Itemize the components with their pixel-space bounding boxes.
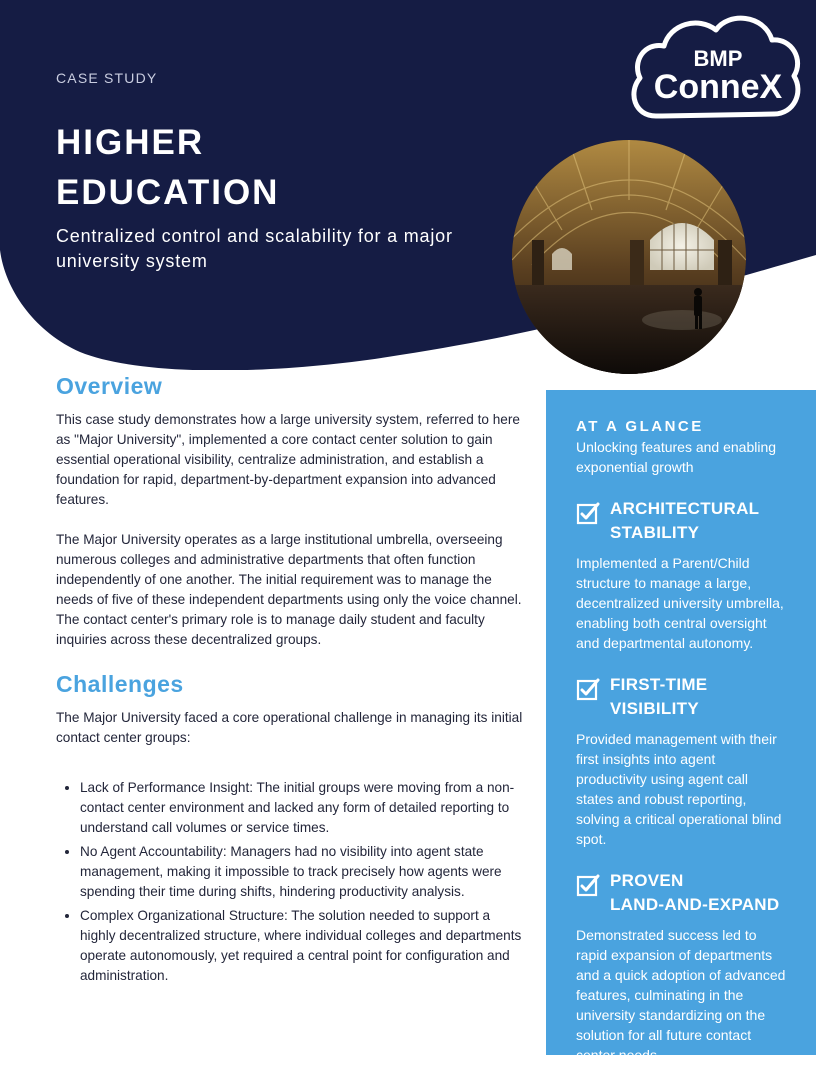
overview-paragraph-2: The Major University operates as a large institutional umbrella, overseeing numerous colleges and administrative departments that often function independently of one another. The initial requirement was to manage the needs of five of these independent departments using only the voice channel. The contact center's primary role is to manage daily student and faculty inquiries across these decentralized groups. [56,532,522,647]
feature-title: ARCHITECTURAL STABILITY [610,499,760,542]
challenges-intro: The Major University faced a core operational challenge in managing its initial contact center groups: [56,710,523,745]
main-content [56,370,526,990]
feature-title: PROVEN LAND-AND-EXPAND [610,871,780,914]
glance-heading: AT A GLANCE [576,418,704,435]
title-line-2: EDUCATION [56,173,280,212]
logo-text-bottom: ConneX [653,68,783,106]
feature-text: Demonstrated success led to rapid expansion of departments and a quick adoption of advanced features, culminating in the university standardizing on the solution for all future contact center needs. [576,927,786,1063]
checkbox-check-icon [576,677,600,701]
feature-first-time-visibility [576,673,788,849]
challenges-heading: Challenges [56,671,184,697]
at-a-glance-panel [546,390,816,1063]
challenges-list [56,778,526,986]
glance-subheading: Unlocking features and enabling exponential growth [576,439,777,475]
list-item: • No Agent Accountability: Managers had no visibility into agent state management, making it impossible to track precisely how agents were spending their time during shifts, hindering productivity analysis. [80,842,526,902]
feature-text: Implemented a Parent/Child structure to manage a large, decentralized university umbrella, enabling both central oversight and departmental autonomy. [576,555,784,651]
page-title [56,118,279,218]
overview-heading: Overview [56,373,163,399]
feature-text: Provided management with their first insights into agent productivity using agent call states and robust reporting, solving a critical operational blind spot. [576,731,782,847]
list-item: • Complex Organizational Structure: The solution needed to support a highly decentralized structure, where individual colleges and departments operate autonomously, yet required a central point for configuration and administration. [80,906,526,986]
checkbox-check-icon [576,873,600,897]
feature-title: FIRST-TIME VISIBILITY [610,675,708,718]
page-subtitle: Centralized control and scalability for a major university system [56,226,453,271]
eyebrow-label: CASE STUDY [56,70,158,86]
title-line-1: HIGHER [56,123,205,162]
overview-paragraph-1: This case study demonstrates how a large university system, referred to here as "Major University", implemented a core contact center solution to gain essential operational visibility, centralize administration, and establish a foundation for rapid, department-by-department expansion into advanced features. [56,412,520,507]
hall-photo [512,140,746,374]
feature-land-and-expand [576,869,788,1065]
list-item: • Lack of Performance Insight: The initial groups were moving from a non-contact center environment and lacked any form of detailed reporting to understand call volumes or service times. [80,778,526,838]
bmp-connex-logo [626,6,804,136]
feature-architectural-stability [576,497,788,653]
logo-text-top: BMP [693,46,743,71]
checkbox-check-icon [576,501,600,525]
